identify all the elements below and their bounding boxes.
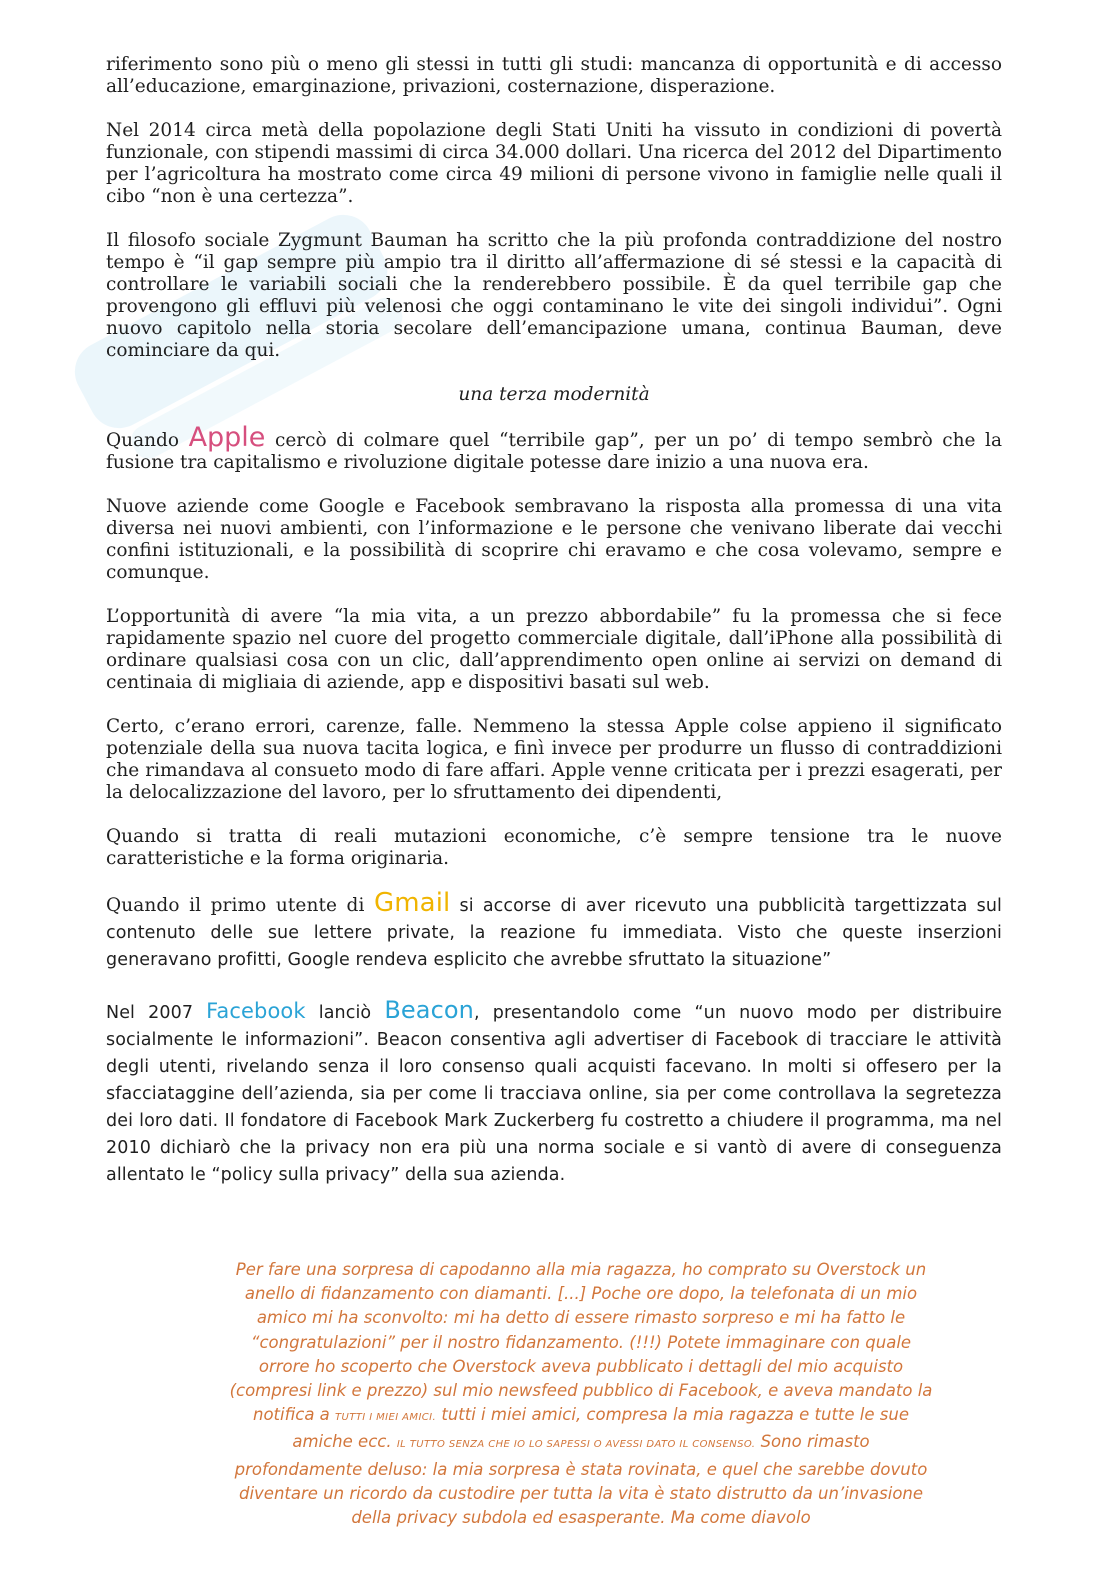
beacon-brand: Beacon xyxy=(384,996,474,1024)
text-run: Quando il primo utente di xyxy=(106,895,374,916)
section-heading: una terza modernità xyxy=(458,384,650,405)
paragraph: Nel 2014 circa metà della popolazione degli Stati Uniti ha vissuto in condizioni di povertà funzionale, con stipendi massimi di circa 34.000 dollari. Una ricerca del 2012 del Dipartimento per l’agricoltura ha mostrato come circa 49 milioni di persone vivono in famiglie nelle quali il cibo “non è una certezza”. xyxy=(106,120,1002,207)
text-run: si accorse di aver ricevuto una pubblicità targettizzata sul contenuto delle sue lettere private, la reazione fu immediata. Visto che queste inserzioni generavano profitti, Google rendeva esplicito che avrebbe sfruttato la situazione” xyxy=(106,896,1003,970)
text-run: lanciò xyxy=(305,1003,385,1023)
paragraph-gmail xyxy=(106,888,1003,974)
paragraph-apple xyxy=(106,422,1003,474)
text-run: , presentandolo come “un nuovo modo per distribuire socialmente le informazioni”. Beacon consentiva agli advertiser di Facebook di tracciare le attività degli utenti, rivelando senza il loro consenso quali acquisti facevano. In molti si offesero per la sfacciataggine dell’azienda, sia per come li tracciava online, sia per come controllava la segretezza dei loro dati. Il fondatore di Facebook Mark Zuckerberg fu costretto a chiudere il programma, ma nel 2010 dichiarò che la privacy non era più una norma sociale e si vantò di avere di conseguenza allentato le “policy sulla privacy” della sua azienda. xyxy=(106,1003,1003,1185)
gmail-brand: Gmail xyxy=(373,888,451,918)
quote-text: tutti i miei amici, compresa la mia ragazza e tutte le sue amiche ecc. xyxy=(292,1405,909,1452)
facebook-brand: Facebook xyxy=(206,999,306,1023)
text-run: cercò di colmare quel “terribile gap”, per un po’ di tempo sembrò che la fusione tra capitalismo e rivoluzione digitale potesse dare inizio a una nuova era. xyxy=(106,430,1003,473)
quote-text: Per fare una sorpresa di capodanno alla mia ragazza, ho comprato su Overstock un anello di fidanzamento con diamanti. [...] Poche ore dopo, la telefonata di un mio amico mi ha sconvolto: mi ha detto di essere rimasto sorpreso e mi ha fatto le “congratulazioni” per il nostro fidanzamento. (!!!) Potete immaginare con quale orrore ho scoperto che Overstock aveva pubblicato i dettagli del mio acquisto (compresi link e prezzo) sul mio newsfeed pubblico di Facebook, e aveva mandato la notifica a xyxy=(229,1260,933,1425)
paragraph-facebook xyxy=(106,996,1003,1189)
paragraph: Certo, c’erano errori, carenze, falle. Nemmeno la stessa Apple colse appieno il significato potenziale della sua nuova tacita logica, e finì invece per produrre un flusso di contraddizioni che rimandava al consueto modo di fare affari. Apple venne criticata per i prezzi esagerati, per la delocalizzazione del lavoro, per lo sfruttamento dei dipendenti, xyxy=(106,716,1002,803)
testimonial-quote xyxy=(226,1258,936,1530)
quote-smallcaps: IL TUTTO SENZA CHE IO LO SAPESSI O AVESSI DATO IL CONSENSO. xyxy=(396,1439,756,1451)
text-run: Quando xyxy=(106,430,189,451)
text-run: Nel 2007 xyxy=(106,1003,207,1023)
quote-text: Sono rimasto profondamente deluso: la mia sorpresa è stata rovinata, e quel che sarebbe dovuto diventare un ricordo da custodire per tutta la vita è stato distrutto da un’invasione della privacy subdola ed esasperante. Ma come diavolo xyxy=(234,1432,928,1528)
document-body xyxy=(106,54,1002,1211)
apple-brand: Apple xyxy=(188,422,266,453)
quote-smallcaps: TUTTI I MIEI AMICI. xyxy=(335,1412,437,1424)
paragraph: Nuove aziende come Google e Facebook sembravano la risposta alla promessa di una vita diversa nei nuovi ambienti, con l’informazione e le persone che venivano liberate dai vecchi confini istituzionali, e la possibilità di scoprire chi eravamo e che cosa volevamo, sempre e comunque. xyxy=(106,496,1002,583)
paragraph: Il filosofo sociale Zygmunt Bauman ha scritto che la più profonda contraddizione del nostro tempo è “il gap sempre più ampio tra il diritto all’affermazione di sé stessi e la capacità di controllare le variabili sociali che la renderebbero possibile. È da quel terribile gap che provengono gli effluvi più velenosi che oggi contaminano le vite dei singoli individui”. Ogni nuovo capitolo nella storia secolare dell’emancipazione umana, continua Bauman, deve cominciare da qui. xyxy=(106,230,1002,361)
paragraph: L’opportunità di avere “la mia vita, a un prezzo abbordabile” fu la promessa che si fece rapidamente spazio nel cuore del progetto commerciale digitale, dall’iPhone alla possibilità di ordinare qualsiasi cosa con un clic, dall’apprendimento open online ai servizi on demand di centinaia di migliaia di aziende, app e dispositivi basati sul web. xyxy=(106,606,1002,693)
paragraph: riferimento sono più o meno gli stessi in tutti gli studi: mancanza di opportunità e di accesso all’educazione, emarginazione, privazioni, costernazione, disperazione. xyxy=(106,54,1002,97)
paragraph: Quando si tratta di reali mutazioni economiche, c’è sempre tensione tra le nuove caratteristiche e la forma originaria. xyxy=(106,826,1002,869)
